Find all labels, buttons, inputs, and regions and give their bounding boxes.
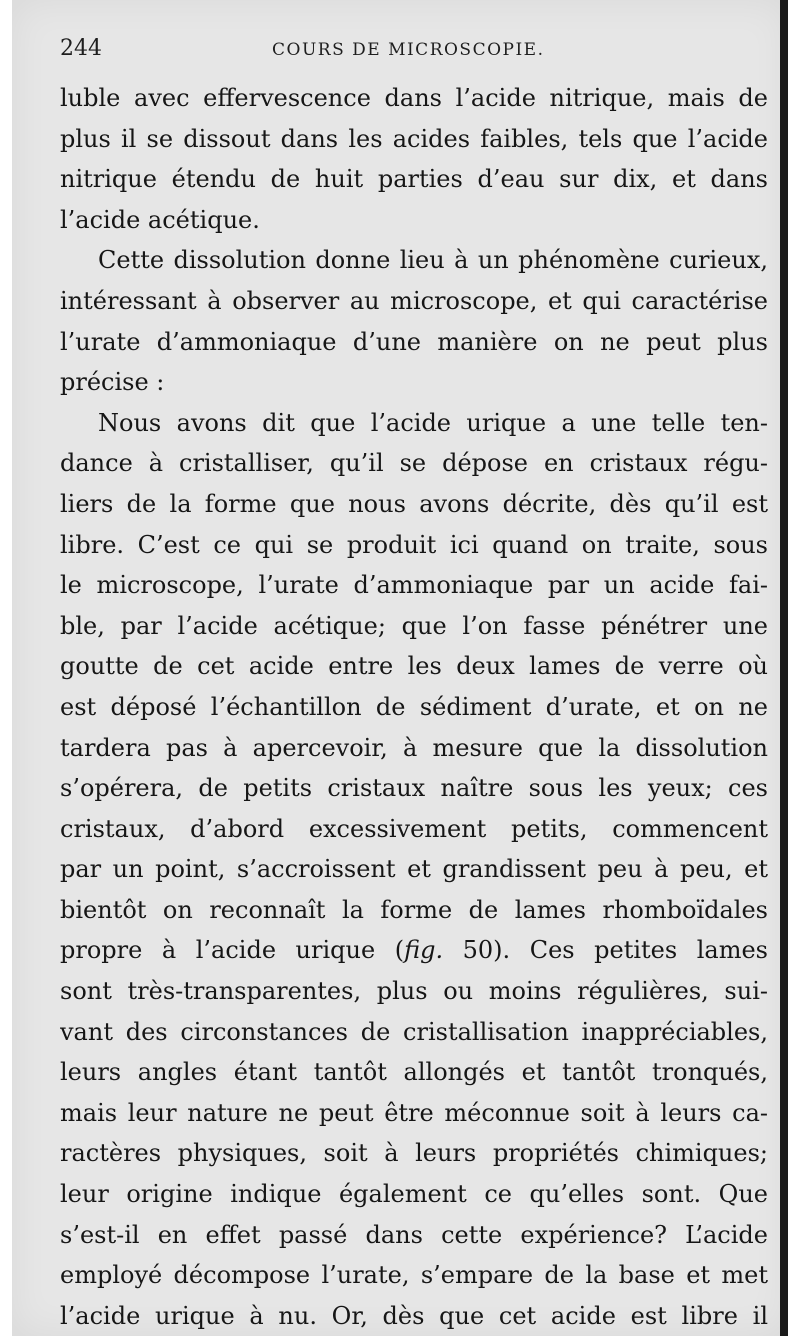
text-line: précise : [60, 368, 165, 397]
text-line: leurs angles étant tantôt allongés et tantôt tronqués, [60, 1058, 768, 1087]
text-line: est déposé l’échantillon de sédiment d’urate, et on ne [60, 692, 768, 721]
text-line: cristaux, d’abord excessivement petits, commencent [60, 814, 768, 843]
page-number: 244 [60, 36, 102, 61]
text-line: Nous avons dit que l’acide urique a une telle ten- [98, 408, 768, 437]
text-line: tardera pas à apercevoir, à mesure que la dissolution [60, 733, 768, 762]
text-line: bientôt on reconnaît la forme de lames rhomboïdales [60, 895, 768, 924]
text-line: sont très-transparentes, plus ou moins régulières, sui- [60, 977, 768, 1006]
text-line: ble, par l’acide acétique; que l’on fasse pénétrer une [60, 611, 768, 640]
text-line-with-figure-ref [60, 930, 768, 971]
text-line: leur origine indique également ce qu’elles sont. Que [60, 1180, 768, 1209]
text-line: l’urate d’ammoniaque d’une manière on ne peut plus [60, 327, 768, 356]
text-line: s’opérera, de petits cristaux naître sous les yeux; ces [60, 774, 768, 803]
figure-reference: fig. [404, 936, 444, 965]
text-line: plus il se dissout dans les acides faibles, tels que l’acide [60, 124, 768, 153]
text-line: s’est-il en effet passé dans cette expérience? L’acide [60, 1220, 768, 1249]
text-line: l’acide acétique. [60, 205, 260, 234]
text-line: intéressant à observer au microscope, et qui caractérise [60, 286, 768, 315]
text-line: par un point, s’accroissent et grandissent peu à peu, et [60, 855, 768, 884]
text-line: ractères physiques, soit à leurs propriétés chimiques; [60, 1139, 768, 1168]
text-line: vant des circonstances de cristallisation inappréciables, [60, 1017, 768, 1046]
text-line: goutte de cet acide entre les deux lames de verre où [60, 652, 768, 681]
text-line: mais leur nature ne peut être méconnue soit à leurs ca- [60, 1098, 768, 1127]
text-line: Cette dissolution donne lieu à un phénomène curieux, [98, 246, 768, 275]
text-line: luble avec effervescence dans l’acide nitrique, mais de [60, 84, 768, 112]
page-header [60, 30, 768, 74]
text-line: nitrique étendu de huit parties d’eau sur dix, et dans [60, 165, 768, 194]
text-line: dance à cristalliser, qu’il se dépose en cristaux régu- [60, 449, 768, 478]
text-line: l’acide urique à nu. Or, dès que cet acide est libre il [60, 1301, 768, 1330]
book-page [12, 0, 788, 1336]
text-segment: 50). Ces petites lames [443, 936, 768, 965]
text-line: le microscope, l’urate d’ammoniaque par un acide fai- [60, 571, 768, 600]
text-segment: propre à l’acide urique ( [60, 936, 405, 965]
text-line: employé décompose l’urate, s’empare de la base et met [60, 1261, 768, 1290]
text-line: liers de la forme que nous avons décrite, dès qu’il est [60, 489, 768, 518]
body-text [60, 78, 768, 1336]
text-line: libre. C’est ce qui se produit ici quand on traite, sous [60, 530, 768, 559]
running-title: COURS DE MICROSCOPIE. [272, 40, 545, 60]
